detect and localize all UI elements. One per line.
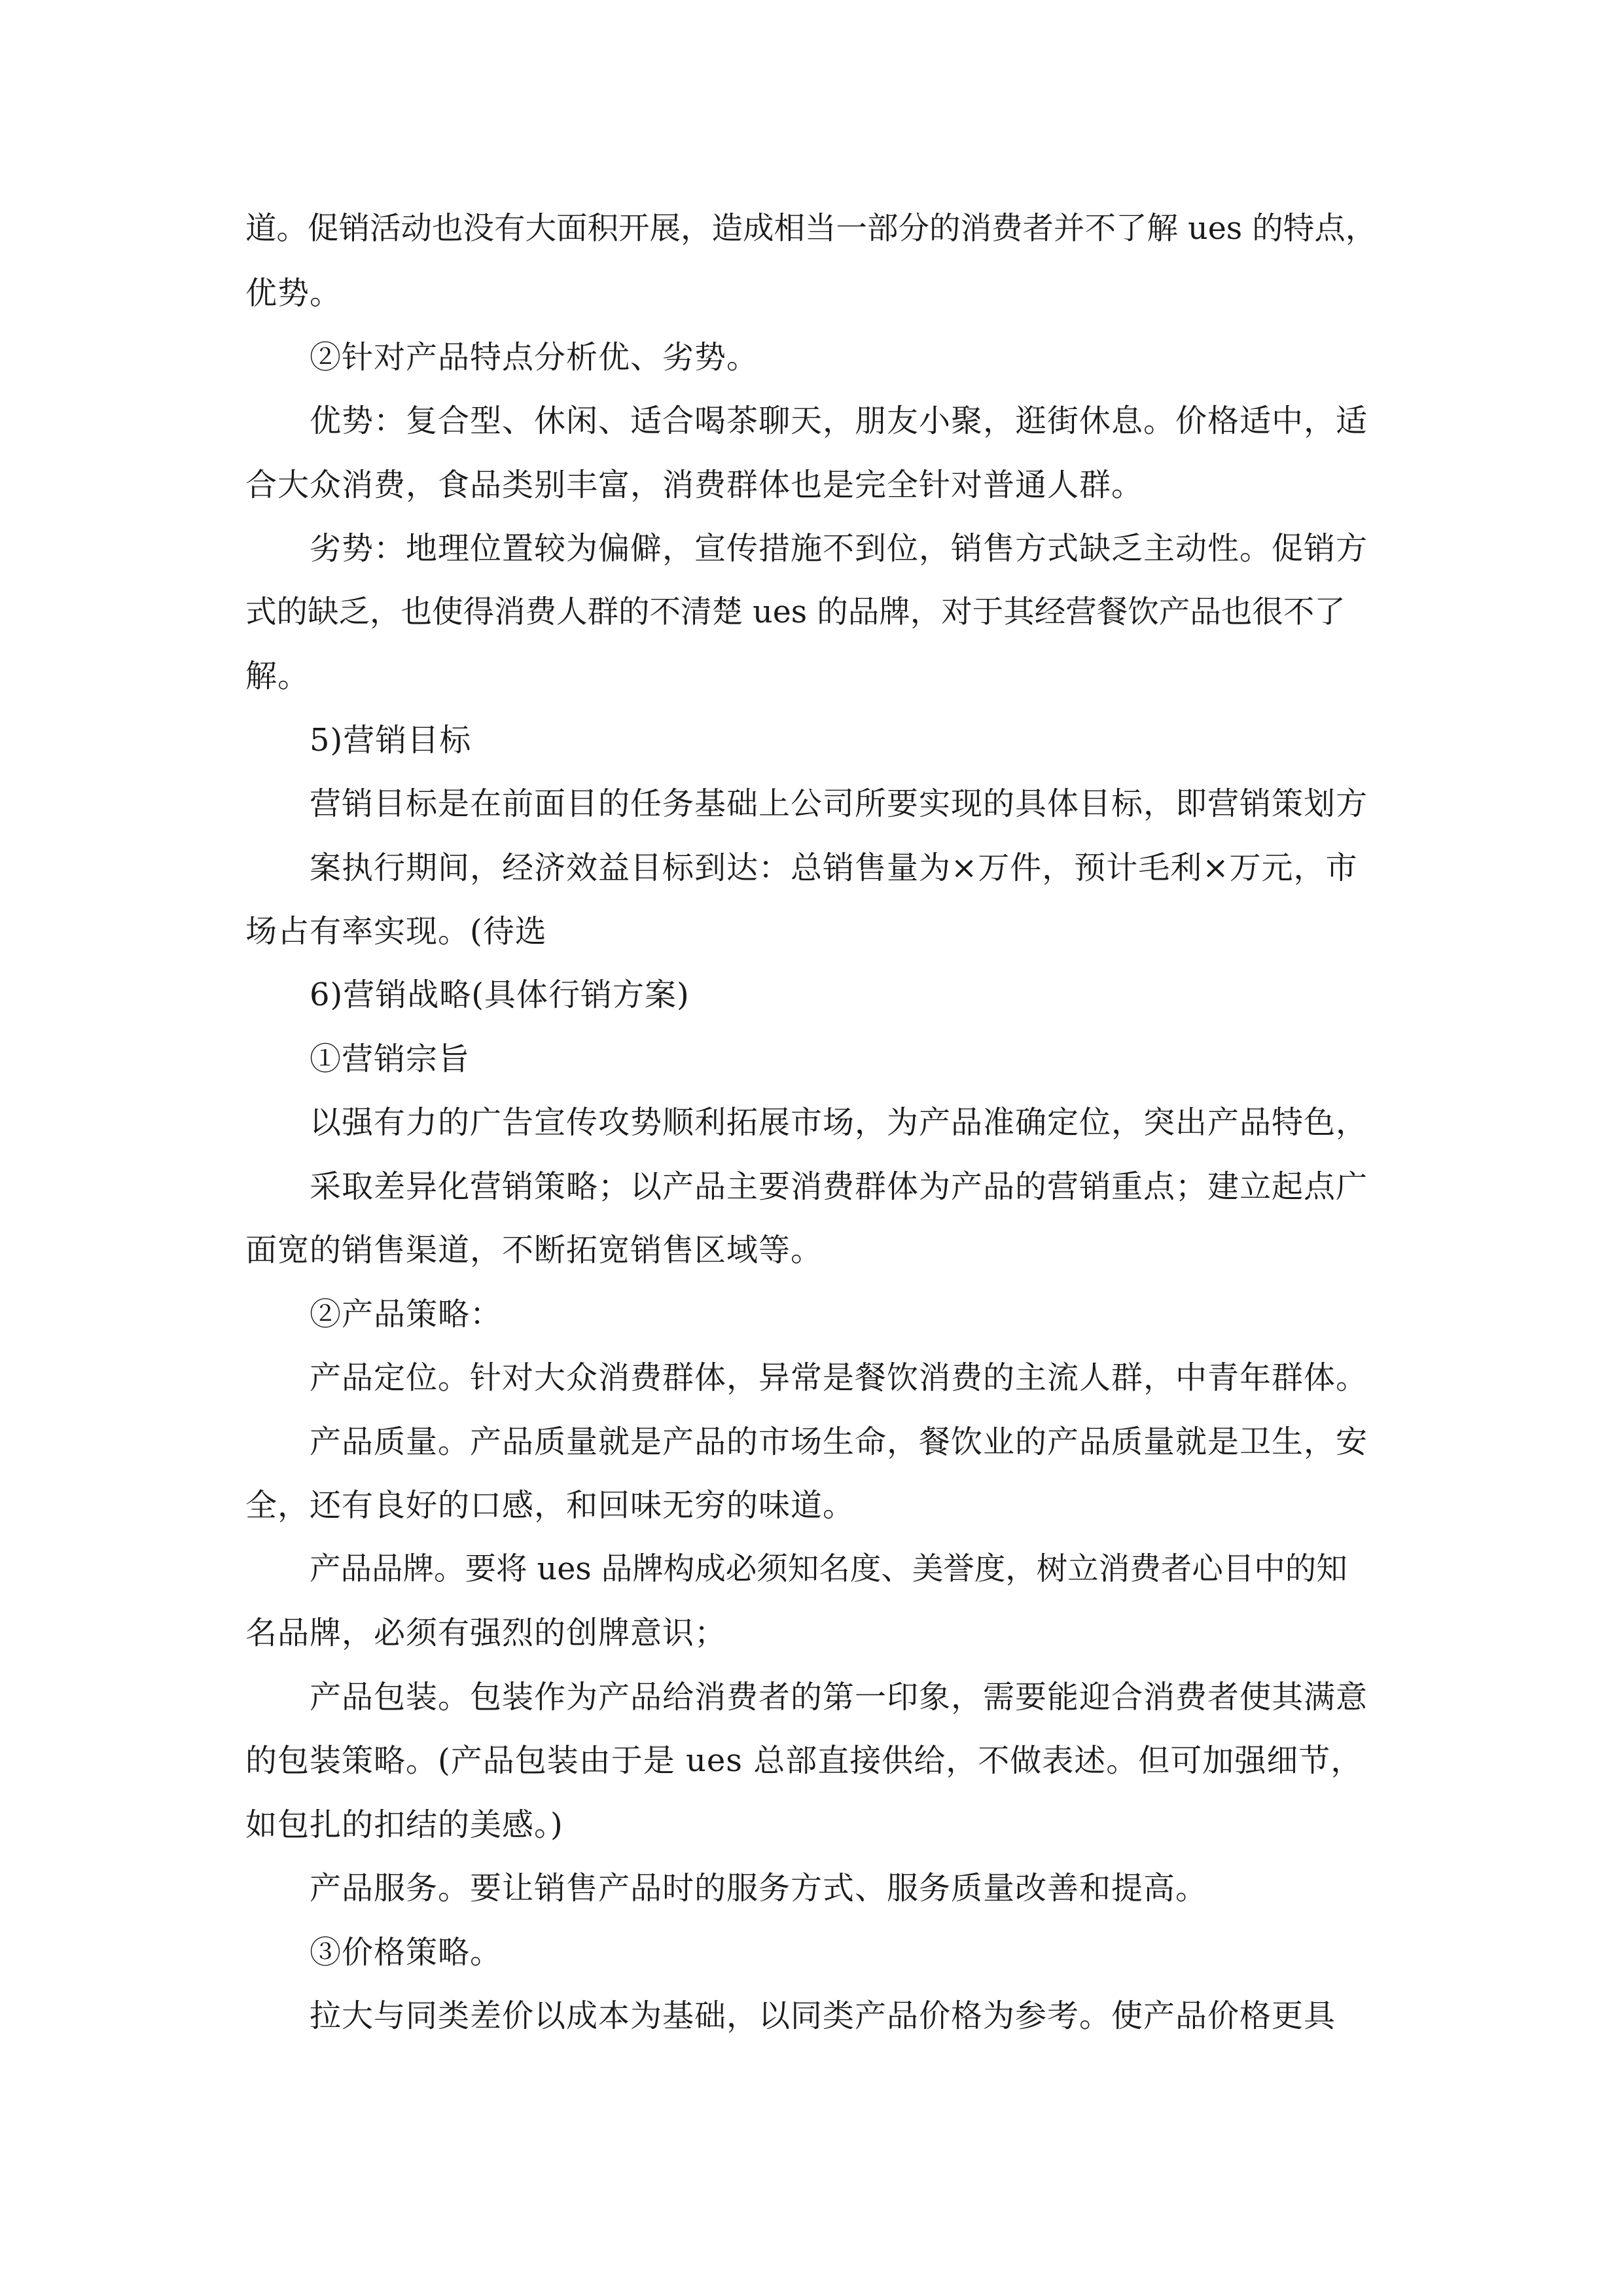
text-line: 名品牌，必须有强烈的创牌意识； [245, 1615, 727, 1651]
text-line: 优势。 [245, 275, 342, 312]
text-line: 以强有力的广告宣传攻势顺利拓展市场，为产品准确定位，突出产品特色， [310, 1104, 1368, 1141]
text-line: 道。促销活动也没有大面积开展，造成相当一部分的消费者并不了解 ues 的特点， [245, 211, 1377, 247]
text-line: 面宽的销售渠道，不断拓宽销售区域等。 [245, 1232, 823, 1268]
text-line: 合大众消费，食品类别丰富，消费群体也是完全针对普通人群。 [245, 467, 1144, 503]
text-line: 营销目标是在前面目的任务基础上公司所要实现的具体目标，即营销策划方 [310, 785, 1368, 822]
text-line: 5)营销目标 [310, 722, 472, 759]
text-line: 6)营销战略(具体行销方案) [310, 977, 690, 1013]
text-line: 优势：复合型、休闲、适合喝茶聊天，朋友小聚，逛街休息。价格适中，适 [310, 403, 1368, 439]
text-line: ②产品策略： [310, 1296, 503, 1333]
text-line: 产品品牌。要将 ues 品牌构成必须知名度、美誉度，树立消费者心目中的知 [310, 1551, 1347, 1587]
text-line: 产品质量。产品质量就是产品的市场生命，餐饮业的产品质量就是卫生，安 [310, 1424, 1368, 1460]
text-line: 产品定位。针对大众消费群体，异常是餐饮消费的主流人群，中青年群体。 [310, 1359, 1368, 1396]
text-line: 产品服务。要让销售产品时的服务方式、服务质量改善和提高。 [310, 1870, 1208, 1907]
text-line: ①营销宗旨 [310, 1041, 471, 1077]
text-line: 采取差异化营销策略；以产品主要消费群体为产品的营销重点；建立起点广 [310, 1168, 1368, 1205]
text-line: 式的缺乏，也使得消费人群的不清楚 ues 的品牌，对于其经营餐饮产品也很不了 [245, 594, 1346, 630]
text-line: 场占有率实现。(待选 [245, 913, 547, 950]
text-line: 案执行期间，经济效益目标到达：总销售量为×万件，预计毛利×万元，市 [310, 850, 1358, 886]
text-line: 解。 [245, 658, 310, 694]
text-line: ②针对产品特点分析优、劣势。 [310, 339, 759, 376]
text-line: 如包扎的扣结的美感。) [245, 1806, 563, 1843]
text-line: 的包装策略。(产品包装由于是 ues 总部直接供给，不做表述。但可加强细节， [245, 1742, 1363, 1779]
text-line: 全，还有良好的口感，和回味无穷的味道。 [245, 1487, 855, 1524]
text-line: 产品包装。包装作为产品给消费者的第一印象，需要能迎合消费者使其满意 [310, 1679, 1368, 1715]
text-line: 劣势：地理位置较为偏僻，宣传措施不到位，销售方式缺乏主动性。促销方 [310, 530, 1368, 567]
text-line: ③价格策略。 [310, 1934, 503, 1971]
text-line: 拉大与同类差价以成本为基础，以同类产品价格为参考。使产品价格更具 [310, 1998, 1336, 2034]
